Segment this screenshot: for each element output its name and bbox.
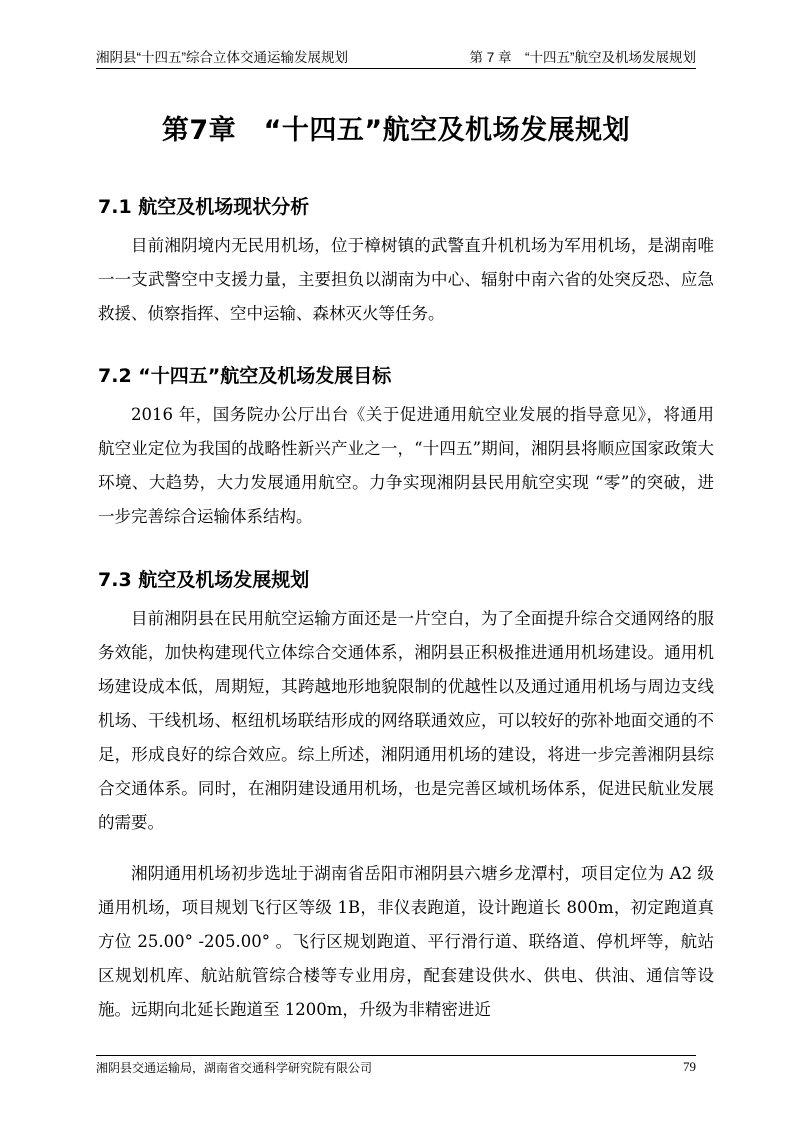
paragraph: 湘阴通用机场初步选址于湖南省岳阳市湘阴县六塘乡龙潭村，项目定位为 A2 级通用机场，项目规划飞行区等级 1B，非仪表跑道，设计跑道长 800m，初定跑道真方位 25.00° -205.00° 。飞行区规划跑道、平行滑行道、联络道、停机坪等，航站区规划机库、航站航管综合楼等专业用房，配套建设供水、供电、供油、通信等设施。远期向北延长跑道至 1200m，升级为非精密进近 [98, 864, 714, 1019]
section-title-7-1: 7.1 航空及机场现状分析 [98, 196, 310, 218]
section-title-7-2: 7.2 “十四五”航空及机场发展目标 [98, 365, 392, 387]
page-footer [96, 1059, 696, 1077]
paragraph: 目前湘阴县在民用航空运输方面还是一片空白，为了全面提升综合交通网络的服务效能，加快构建现代立体综合交通体系，湘阴县正积极推进通用机场建设。通用机场建设成本低，周期短，其跨越地形地貌限制的优越性以及通过通用机场与周边支线机场、干线机场、枢纽机场联结形成的网络联通效应，可以较好的弥补地面交通的不足，形成良好的综合效应。综上所述，湘阴通用机场的建设，将进一步完善湘阴县综合交通体系。同时，在湘阴建设通用机场，也是完善区域机场体系，促进民航业发展的需要。 [98, 609, 714, 832]
paragraph: 目前湘阴境内无民用机场，位于樟树镇的武警直升机机场为军用机场，是湖南唯一一支武警空中支援力量，主要担负以湖南为中心、辐射中南六省的处突反恐、应急救援、侦察指挥、空中运输、森林灭火等任务。 [98, 236, 714, 323]
section-title-7-3: 7.3 航空及机场发展规划 [98, 569, 310, 591]
page-header [96, 46, 696, 66]
header-rule [96, 68, 696, 69]
header-chapter-title: 第 7 章 “十四五”航空及机场发展规划 [469, 50, 696, 65]
footer-organizations: 湘阴县交通运输局，湖南省交通科学研究院有限公司 [96, 1061, 373, 1075]
page-number: 79 [683, 1059, 696, 1074]
paragraph: 2016 年，国务院办公厅出台《关于促进通用航空业发展的指导意见》，将通用航空业定位为我国的战略性新兴产业之一，“十四五”期间，湘阴县将顺应国家政策大环境、大趋势，大力发展通用航空。力争实现湘阴县民用航空实现 “零”的突破，进一步完善综合运输体系结构。 [98, 405, 714, 526]
chapter-title: 第7章 “十四五”航空及机场发展规划 [161, 115, 631, 146]
header-document-title: 湘阴县“十四五”综合立体交通运输发展规划 [96, 50, 348, 65]
footer-rule [96, 1055, 696, 1056]
